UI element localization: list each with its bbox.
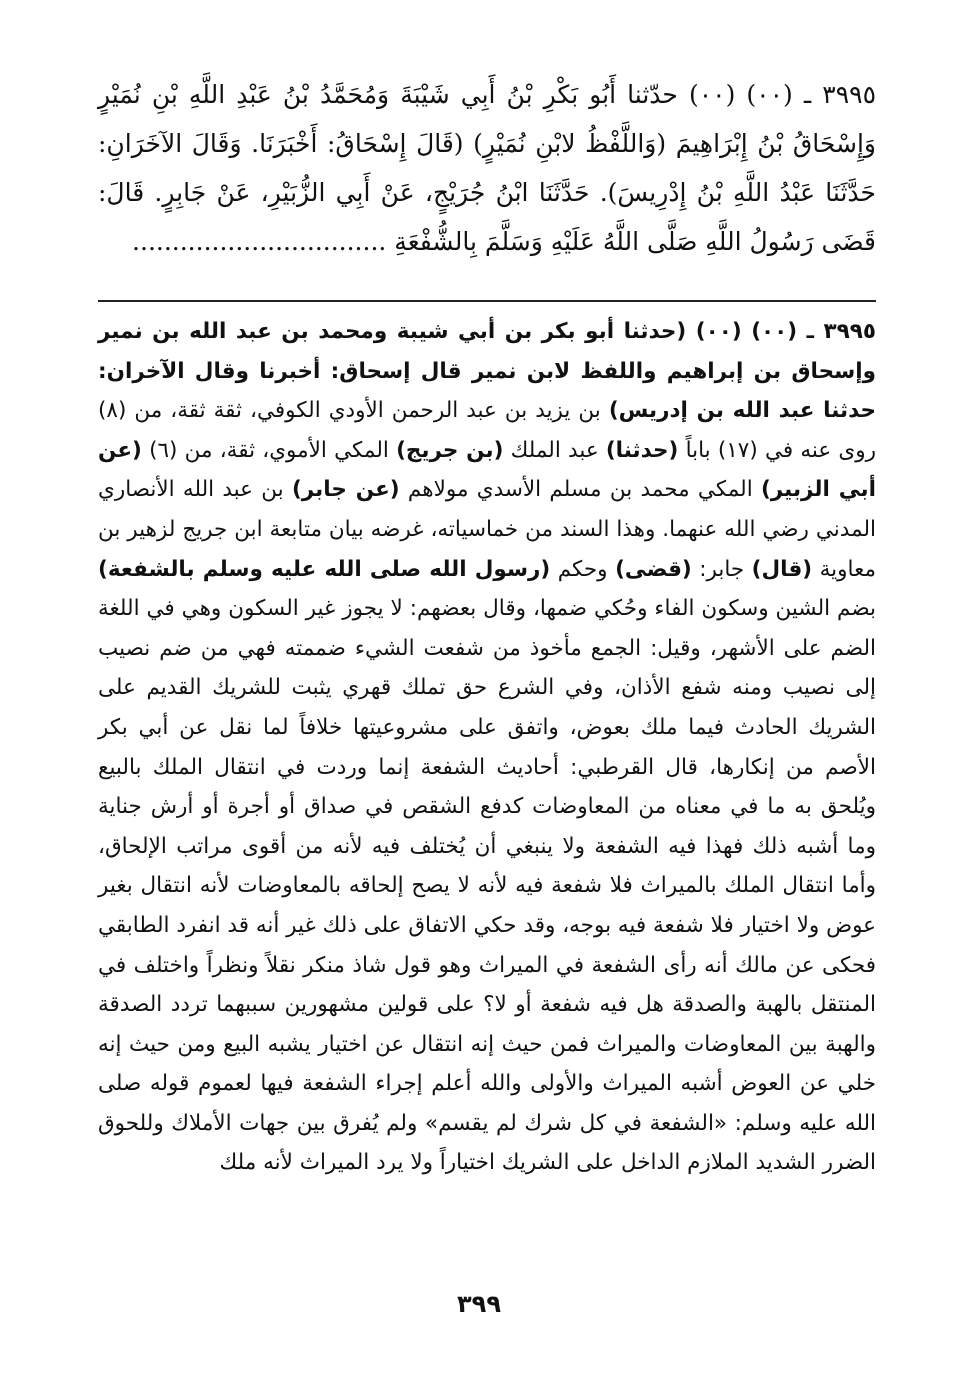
hadith-text: حدّثنا أَبُو بَكْرِ بْنُ أَبِي شَيْبَةَ وَمُحَمَّدُ بْنُ عَبْدِ اللَّهِ بْنِ نُمَيْرٍ وَإِسْحَاقُ بْنُ إِبْرَاهِيمَ (وَاللَّفْظُ لابْنِ نُمَيْرٍ) (قَالَ إِسْحَاقُ: أَخْبَرَنَا. وَقَالَ الآخَرَانِ: حَدَّثَنَا عَبْدُ اللَّهِ بْنُ إِدْرِيسَ). حَدَّثَنَا ابْنُ جُرَيْجٍ، عَنْ أَبِي الزُّبَيْرِ، عَنْ جَابِرٍ. قَالَ: قَضَى رَسُولُ اللَّهِ صَلَّى اللَّهُ عَلَيْهِ وَسَلَّمَ بِالشُّفْعَةِ [98, 80, 876, 256]
commentary-quote: (قال) [751, 556, 813, 582]
hadith-number: ٣٩٩٥ ـ (٠٠) (٠٠) [688, 80, 876, 109]
commentary-heading: ٣٩٩٥ ـ (٠٠) (٠٠) (حدثنا أبو بكر بن أبي شيبة ومحمد بن عبد الله بن نمير وإسحاق بن إبراهيم واللفظ لابن نمير قال إسحاق: أخبرنا وقال الآخران: حدثنا عبد الله بن إدريس) [98, 319, 876, 424]
hadith-text-paragraph [98, 70, 876, 266]
commentary-body: بضم الشين وسكون الفاء وحُكي ضمها، وقال بعضهم: لا يجوز غير السكون وهي في اللغة الضم على الأشهر، وقيل: الجمع مأخوذ من شفعت الشيء ضممته فهي من ضم نصيب إلى نصيب ومنه شفع الأذان، وفي الشرع حق تملك قهري يثبت للشريك القديم على الشريك الحادث فيما ملك بعوض، واتفق على مشروعيتها خلافاً لما نقل عن أبي بكر الأصم من إنكارها، قال القرطبي: أحاديث الشفعة إنما وردت في انتقال الملك بالبيع ويُلحق به ما في معناه من المعاوضات كدفع الشقص في صداق أو أجرة أو أرش جناية وما أشبه ذلك فهذا فيه الشفعة ولا ينبغي أن يُختلف فيه لأنه من أقوى مراتب الإلحاق، وأما انتقال الملك بالميراث فلا شفعة فيه لأنه لا يصح إلحاقه بالمعاوضات لأنه انتقال بغير عوض ولا اختيار فلا شفعة فيه بوجه، وقد حكي الاتفاق على ذلك غير أنه قد انفرد الطابقي فحكى عن مالك أنه رأى الشفعة في الميراث وهو قول شاذ منكر نقلاً ونظراً واختلف في المنتقل بالهبة والصدقة هل فيه شفعة أو لا؟ على قولين مشهورين سببهما تردد الصدقة والهبة بين المعاوضات والميراث فمن حيث إنه انتقال عن اختيار يشبه البيع ومن حيث إنه خلي عن العوض أشبه الميراث والأولى والله أعلم إجراء الشفعة فيها لعموم قوله صلى الله عليه وسلم: «الشفعة في كل شرك لم يقسم» ولم يُفرق بين جهات الأملاك وللحوق الضرر الشديد الملازم الداخل على الشريك اختياراً ولا يرد الميراث لأنه ملك [98, 596, 876, 1176]
commentary-quote: (قضى) [615, 556, 692, 582]
commentary-segment: وحكم [550, 556, 616, 582]
commentary-segment: بن يزيد بن عبد الرحمن الأودي الكوفي، ثقة ثقة، من (٨) روى عنه في (١٧) باباً [98, 398, 876, 463]
commentary-segment: بن عبد الله الأنصاري المدني رضي الله عنهما. وهذا السند من خماسياته، غرضه بيان متابعة ابن جريج لزهير بن معاوية [98, 477, 876, 582]
commentary-quote: (عن أبي الزبير) [98, 437, 876, 503]
hadith-continuation-dots: ................................ [132, 227, 387, 256]
commentary-paragraph [98, 312, 876, 1183]
commentary-quote: (عن جابر) [291, 477, 400, 503]
page-number: ٣٩٩ [457, 1290, 501, 1318]
commentary-quote: (بن جريج) [396, 437, 504, 463]
commentary-quote: (رسول الله صلى الله عليه وسلم بالشفعة) [98, 556, 551, 582]
commentary-quote: (حدثنا) [605, 437, 679, 463]
commentary-segment: المكي محمد بن مسلم الأسدي مولاهم [399, 477, 761, 503]
commentary-segment: المكي الأموي، ثقة، من (٦) [141, 437, 397, 463]
commentary-segment: عبد الملك [503, 437, 606, 463]
hadith-block [98, 70, 876, 266]
footnote-separator-line [98, 300, 876, 302]
commentary-segment: جابر: [691, 556, 752, 582]
